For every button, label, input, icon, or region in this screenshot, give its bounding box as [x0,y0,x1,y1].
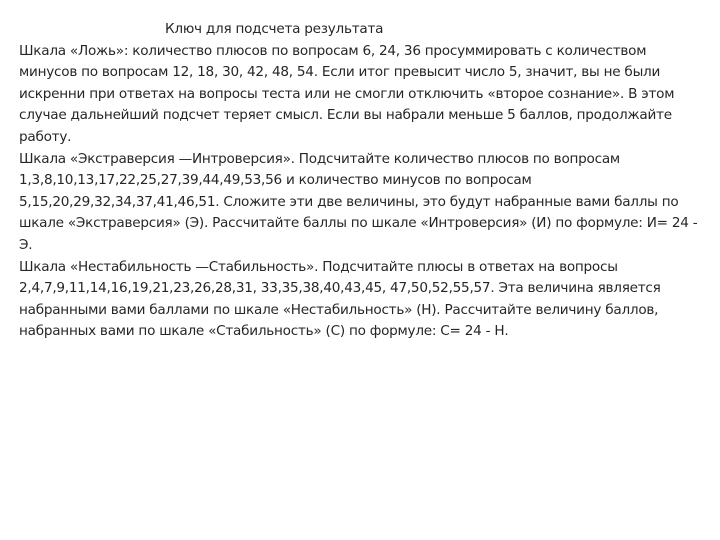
paragraph-stability-scale: Шкала «Нестабильность —Стабильность». Подсчитайте плюсы в ответах на вопросы 2,4,7,9,11,14,16,19,21,23,26,28,31, 33,35,38,40,43,45, 47,50,52,55,57. Эта величина является набранными вами баллами по шкале «Нестабильность» (Н). Рассчитайте величину баллов, набранных вами по шкале «Стабильность» (С) по формуле: С= 24 - Н. [19,258,661,340]
paragraph-lie-scale: Шкала «Ложь»: количество плюсов по вопросам 6, 24, 36 просуммировать с количеством минусов по вопросам 12, 18, 30, 42, 48, 54. Если итог превысит число 5, значит, вы не были искренни при ответах на вопросы теста или не смогли отключить «второе сознание». В этом случае дальнейший подсчет теряет смысл. Если вы набрали меньше 5 баллов, продолжайте работу. [19,42,675,145]
document-body [19,19,703,343]
document-title: Ключ для подсчета результата [165,21,384,37]
paragraph-extraversion-scale: Шкала «Экстраверсия —Интроверсия». Подсчитайте количество плюсов по вопросам 1,3,8,10,13,17,22,25,27,39,44,49,53,56 и количество минусов по вопросам 5,15,20,29,32,34,37,41,46,51. Сложите эти две величины, это будут набранные вами баллы по шкале «Экстраверсия» (Э). Рассчитайте баллы по шкале «Интроверсия» (И) по формуле: И= 24 - Э. [19,150,698,253]
